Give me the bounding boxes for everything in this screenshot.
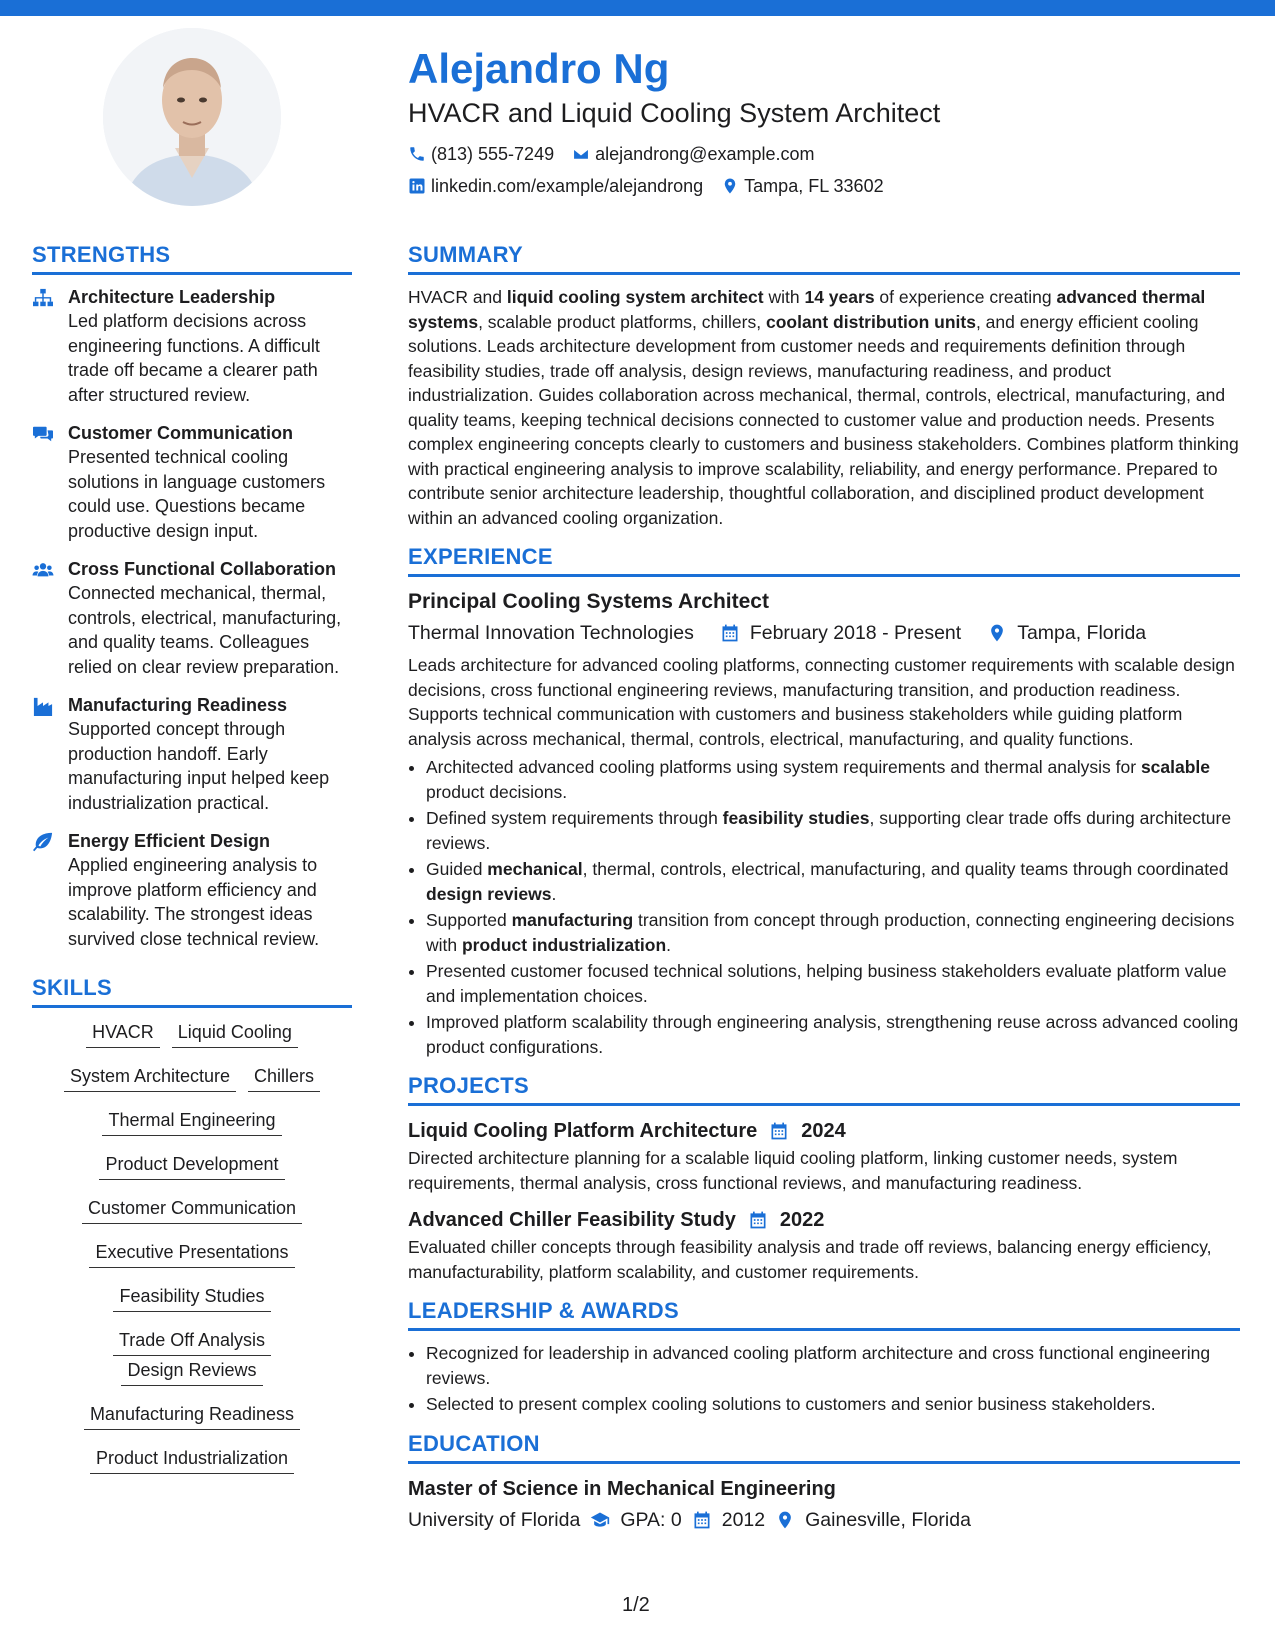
text-run: . — [666, 934, 672, 955]
text-run: , and energy efficient cooling solutions. Leads architecture development from customer needs and requirements definition through feasibility studies, trade off analysis, design reviews, manufacturing readiness, and product industrialization. Guides collaboration across mechanical, thermal, controls, electrical, manufacturing, and quality teams, keeping technical decisions connected to customer value and production needs. Presents complex engineering concepts clearly to customers and business stakeholders. Combines platform thinking with practical engineering analysis to improve scalability, reliability, and energy performance. Prepared to contribute senior architecture leadership, thoughtful collaboration, and disciplined product development within an advanced cooling organization. — [408, 311, 1239, 528]
skill-tag: Manufacturing Readiness — [84, 1400, 300, 1430]
phone-text: (813) 555-7249 — [431, 144, 555, 164]
email-contact[interactable] — [572, 138, 814, 170]
calendar-icon — [748, 1210, 768, 1230]
leaf-icon — [32, 832, 54, 852]
candidate-name: Alejandro Ng — [408, 45, 670, 92]
project-text: Evaluated chiller concepts through feasibility analysis and trade off reviews, balancing energy efficiency, manufacturability, platform scalability, and customer requirements. — [408, 1237, 1212, 1282]
skill-tag: Feasibility Studies — [113, 1282, 270, 1312]
phone-icon — [408, 145, 426, 163]
skill-tag: Thermal Engineering — [102, 1106, 281, 1136]
education-title: EDUCATION — [408, 1429, 1240, 1464]
text-run: with — [763, 287, 805, 307]
text-run: Presented customer focused technical solutions, helping business stakeholders evaluate platform value and implementation choices. — [426, 961, 1227, 1006]
summary-text — [408, 285, 1240, 530]
sitemap-icon — [32, 288, 54, 308]
job-meta — [408, 617, 1240, 649]
strength-title: Energy Efficient Design — [68, 831, 271, 851]
bold-text: 14 years — [804, 287, 875, 307]
calendar-icon — [720, 623, 740, 643]
project-year: 2022 — [779, 1209, 825, 1231]
linkedin-icon — [408, 177, 426, 195]
text-run: , supporting clear trade offs during architecture reviews. — [426, 808, 1232, 853]
education-location: Gainesville, Florida — [805, 1508, 971, 1531]
bold-text: scalable — [1140, 757, 1211, 777]
list-item — [426, 908, 1240, 957]
skill-tag: Customer Communication — [82, 1194, 302, 1224]
location-text: Tampa, FL 33602 — [744, 176, 884, 196]
map-pin-icon — [721, 177, 739, 195]
job-bullets — [408, 755, 1240, 1059]
job-dates: February 2018 - Present — [749, 622, 962, 644]
bold-text: mechanical — [487, 859, 583, 879]
company-name: Thermal Innovation Technologies — [408, 622, 694, 644]
job-location: Tampa, Florida — [1017, 622, 1147, 644]
skill-tag: Trade Off Analysis — [113, 1326, 271, 1356]
strength-text: Applied engineering analysis to improve platform efficiency and scalability. The strongest ideas survived close technical review. — [68, 855, 320, 949]
skill-tag: Liquid Cooling — [172, 1018, 298, 1048]
comments-icon — [32, 424, 54, 444]
graduation-cap-icon — [590, 1510, 610, 1530]
linkedin-contact[interactable] — [408, 170, 703, 202]
text-run: transition from concept through production, connecting engineering decisions with — [426, 910, 1235, 955]
page-number: 1/2 — [622, 1594, 650, 1616]
projects-title: PROJECTS — [408, 1071, 1240, 1106]
linkedin-text: linkedin.com/example/alejandrong — [431, 176, 704, 196]
strength-text: Supported concept through production handoff. Early manufacturing input helped keep industrialization practical. — [68, 719, 330, 813]
list-item — [426, 959, 1240, 1008]
text-run: , scalable product platforms, chillers, — [478, 311, 766, 332]
strength-text: Led platform decisions across engineering functions. A difficult trade off became a clearer path after structured review. — [68, 311, 320, 405]
text-run: Supported — [426, 910, 512, 930]
map-pin-icon — [775, 1510, 795, 1530]
text-run: Improved platform scalability through engineering analysis, strengthening reuse across advanced cooling product configurations. — [426, 1012, 1239, 1057]
skill-tag: Design Reviews — [121, 1356, 262, 1386]
contact-row-2 — [408, 170, 1238, 202]
list-item: • Recognized for leadership in advanced cooling platform architecture and cross functional engineering reviews. — [426, 1341, 1240, 1390]
skill-tag: Executive Presentations — [89, 1238, 294, 1268]
text-run: Guided — [426, 859, 488, 879]
job-title: Principal Cooling Systems Architect — [408, 590, 769, 613]
skill-tag: System Architecture — [64, 1062, 236, 1092]
project-name: Advanced Chiller Feasibility Study — [408, 1209, 736, 1231]
skill-tag: Product Development — [99, 1150, 284, 1180]
right-column — [408, 240, 1240, 1548]
profile-photo — [103, 28, 281, 206]
bold-text: feasibility studies — [722, 808, 870, 828]
summary-section — [408, 240, 1240, 530]
email-text: alejandrong@example.com — [595, 144, 815, 164]
skill-tag: Product Industrialization — [90, 1444, 294, 1474]
bold-text: design reviews — [426, 883, 552, 904]
summary-title: SUMMARY — [408, 240, 1240, 275]
strength-item — [32, 421, 352, 543]
bold-text: advanced thermal systems — [408, 287, 1206, 332]
bold-text: product industrialization — [461, 934, 667, 955]
text-run: Defined system requirements through — [426, 808, 723, 828]
strength-item — [32, 829, 352, 951]
experience-section — [408, 542, 1240, 1059]
strength-title: Cross Functional Collaboration — [68, 559, 337, 579]
list-item — [426, 806, 1240, 855]
calendar-icon — [769, 1121, 789, 1141]
project-header — [408, 1205, 1240, 1235]
strength-title: Customer Communication — [68, 423, 294, 443]
industry-icon — [32, 696, 54, 716]
contact-row-1 — [408, 138, 1238, 170]
projects-section — [408, 1071, 1240, 1284]
school-name: University of Florida — [408, 1508, 581, 1531]
users-icon — [32, 560, 54, 580]
project-name: Liquid Cooling Platform Architecture — [408, 1120, 758, 1142]
top-accent-bar — [0, 0, 1275, 16]
degree-title: Master of Science in Mechanical Engineering — [408, 1477, 836, 1500]
bold-text: manufacturing — [511, 910, 634, 930]
list-item — [426, 857, 1240, 906]
avatar-portrait — [103, 28, 281, 206]
envelope-icon — [572, 145, 590, 163]
project-year: 2024 — [801, 1120, 846, 1142]
list-item: • Selected to present complex cooling solutions to customers and senior business stakeholders. — [426, 1392, 1240, 1417]
text-run: , thermal, controls, electrical, manufacturing, and quality teams through coordinated — [582, 859, 1229, 879]
text-run: Architected advanced cooling platforms using system requirements and thermal analysis for — [426, 757, 1141, 777]
skills-title: SKILLS — [32, 973, 352, 1008]
leadership-title: LEADERSHIP & AWARDS — [408, 1296, 1240, 1331]
skill-tag: Chillers — [248, 1062, 320, 1092]
strength-item — [32, 693, 352, 815]
strength-item — [32, 285, 352, 407]
project-header — [408, 1116, 1240, 1146]
resume-header — [408, 44, 1238, 202]
education-section — [408, 1429, 1240, 1536]
bold-text: liquid cooling system architect — [506, 287, 764, 307]
candidate-role: HVACR and Liquid Cooling System Architect — [408, 98, 941, 128]
strength-item — [32, 557, 352, 679]
skill-tag: HVACR — [86, 1018, 160, 1048]
experience-title: EXPERIENCE — [408, 542, 1240, 577]
strength-title: Architecture Leadership — [68, 287, 276, 307]
map-pin-icon — [987, 623, 1007, 643]
text-run: product decisions. — [426, 781, 568, 802]
project-text: Directed architecture planning for a scalable liquid cooling platform, linking customer needs, system requirements, thermal analysis, cross functional reviews, and manufacturing readiness. — [408, 1148, 1178, 1193]
strength-text: Presented technical cooling solutions in language customers could use. Questions became productive design input. — [68, 447, 326, 541]
strength-text: Connected mechanical, thermal, controls, electrical, manufacturing, and quality teams. Colleagues relied on clear review preparation. — [68, 583, 342, 677]
left-column — [32, 240, 352, 1488]
job-description: Leads architecture for advanced cooling platforms, connecting customer requirements with scalable design decisions, cross functional engineering reviews, manufacturing transition, and production readiness. Supports technical communication with customers and business stakeholders while guiding platform analysis across mechanical, thermal, controls, electrical, manufacturing, and quality functions. — [408, 655, 1235, 749]
calendar-icon — [692, 1510, 712, 1530]
leadership-section — [408, 1296, 1240, 1417]
skills-list — [32, 1018, 352, 1474]
list-item — [426, 755, 1240, 804]
education-meta — [408, 1504, 1240, 1536]
bold-text: coolant distribution units — [765, 311, 976, 332]
text-run: HVACR and — [408, 287, 507, 307]
text-run: . — [551, 883, 557, 904]
strength-title: Manufacturing Readiness — [68, 695, 288, 715]
list-item — [426, 1010, 1240, 1059]
leadership-list — [408, 1341, 1240, 1417]
text-run: of experience creating — [874, 287, 1057, 307]
strengths-title: STRENGTHS — [32, 240, 352, 275]
location-contact — [721, 170, 883, 202]
phone-contact[interactable] — [408, 138, 554, 170]
education-year: 2012 — [721, 1508, 766, 1531]
gpa-text: GPA: 0 — [620, 1508, 682, 1531]
